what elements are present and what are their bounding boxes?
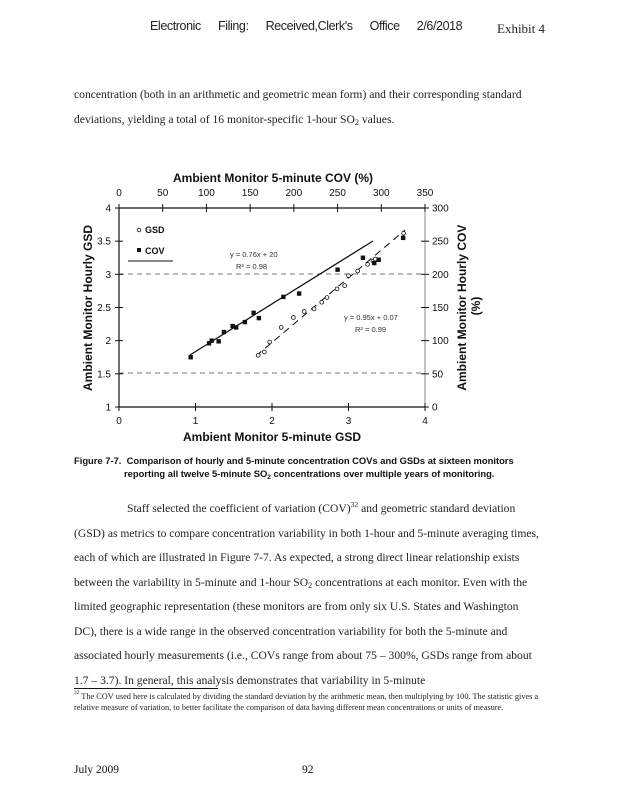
y2-axis-label: Ambient Monitor Hourly COV (%) xyxy=(455,224,483,391)
x-tick-label: 3 xyxy=(345,416,352,427)
chart-top-axis-title: Ambient Monitor 5-minute COV (%) xyxy=(173,171,373,185)
subscript: 2 xyxy=(267,473,271,481)
scatter-chart xyxy=(60,160,500,450)
cov-point xyxy=(335,267,339,271)
cov-point xyxy=(243,320,247,324)
legend-gsd-marker-icon xyxy=(137,228,141,232)
cov-point xyxy=(216,339,220,343)
footnote-marker: 32 xyxy=(74,690,80,696)
footnote-text: The COV used here is calculated by dividing the standard deviation by the arithmetic mean, then multiplying by 100. The statistic gives a relative measure of variation, to better facilitate the comparison of data having different mean concentrations or units of measure. xyxy=(74,692,539,713)
legend-cov-label: COV xyxy=(145,246,165,256)
y2-tick-label: 300 xyxy=(432,203,449,215)
body-paragraph xyxy=(74,497,544,693)
page-number: 92 xyxy=(302,764,314,776)
intro-line-1: concentration (both in an arithmetic and geometric mean form) and their corresponding standard xyxy=(74,88,522,101)
gsd-point xyxy=(325,296,329,300)
y2-tick-label: 50 xyxy=(432,369,444,381)
body-text: Staff selected the coefficient of variation (COV) xyxy=(127,502,351,515)
body-text: and geometric standard deviation (GSD) as metrics to compare concentration variability in both 1-hour and 5-minute averaging times, each of which are illustrated in Figure 7-7. As expected, a strong direct linear relationship exists between the variability in 5-minute and 1-hour SO xyxy=(74,502,539,589)
body-text: concentrations at each monitor. Even with the limited geographic representation (these monitors are from only six U.S. States and Washington DC), there is a wide range in the observed concentration variability for both the 5-minute and associated hourly measurements (i.e., COVs range from about 75 – 300%, GSDs range from about 1.7 – 3.7). In general, this analysis demonstrates that variability in 5-minute xyxy=(74,575,532,687)
gsd-point xyxy=(256,353,260,357)
y-tick-label: 1.5 xyxy=(97,369,111,381)
caption-text: Comparison of hourly and 5-minute concentration COVs and GSDs at sixteen monitors reporting all twelve 5-minute SO xyxy=(124,455,514,479)
cov-equation: y = 0.76x + 20 xyxy=(230,250,278,259)
top-tick-label: 150 xyxy=(241,188,259,199)
x-tick-label: 4 xyxy=(422,416,428,427)
subscript: 2 xyxy=(308,580,313,590)
cov-point xyxy=(376,258,380,262)
top-tick-label: 50 xyxy=(157,188,169,199)
gsd-point xyxy=(279,326,283,330)
gsd-trendline xyxy=(256,230,405,356)
top-axis-ticks xyxy=(116,188,434,199)
cov-point xyxy=(234,325,238,329)
footnote-reference[interactable]: 32 xyxy=(350,500,359,509)
y-axis-label: Ambient Monitor Hourly GSD xyxy=(81,225,95,391)
cov-point xyxy=(209,338,213,342)
top-tick-label: 250 xyxy=(329,188,346,199)
y2-tick-label: 100 xyxy=(432,336,449,348)
footnote xyxy=(74,691,544,713)
gsd-equation: y = 0.95x + 0.07 xyxy=(344,313,398,322)
stamp-part: Electronic xyxy=(150,19,201,33)
intro-paragraph xyxy=(74,83,544,132)
cov-point xyxy=(251,311,255,315)
chart-legend xyxy=(128,225,173,261)
stamp-part: Received,Clerk's xyxy=(265,19,353,33)
top-tick-label: 100 xyxy=(198,188,215,199)
gsd-point xyxy=(366,262,370,266)
cov-point xyxy=(281,295,285,299)
gsd-point xyxy=(402,231,406,235)
gsd-point xyxy=(268,340,272,344)
y-tick-label: 1 xyxy=(105,402,111,414)
x-tick-label: 2 xyxy=(269,416,275,427)
legend-cov-marker-icon xyxy=(137,248,141,252)
top-tick-label: 350 xyxy=(416,188,434,199)
gsd-point xyxy=(343,284,347,288)
cov-point xyxy=(257,316,261,320)
stamp-part: 2/6/2018 xyxy=(416,19,463,33)
x-tick-label: 0 xyxy=(116,416,122,427)
figure-caption xyxy=(74,455,514,480)
y-tick-label: 2 xyxy=(105,336,111,348)
cov-point xyxy=(361,256,365,260)
cov-r2: R² = 0.98 xyxy=(236,262,268,271)
y-tick-label: 4 xyxy=(105,203,111,215)
y2-tick-label: 0 xyxy=(432,402,438,414)
gsd-point xyxy=(335,287,339,291)
caption-text-end: concentrations over multiple years of monitoring. xyxy=(270,467,495,479)
y2-tick-label: 200 xyxy=(432,269,449,281)
legend-gsd-label: GSD xyxy=(145,225,165,235)
y-tick-label: 3 xyxy=(105,269,111,281)
caption-label: Figure 7-7. xyxy=(74,455,122,466)
intro-line-2: deviations, yielding a total of 16 monitor-specific 1-hour SO xyxy=(74,112,355,126)
stamp-part: Filing: xyxy=(217,19,249,33)
x-axis-label: Ambient Monitor 5-minute GSD xyxy=(183,430,361,444)
y-tick-label: 3.5 xyxy=(97,236,111,248)
gsd-point xyxy=(262,350,266,354)
data-points xyxy=(188,231,405,359)
exhibit-label: Exhibit 4 xyxy=(497,21,546,36)
footnote-divider xyxy=(74,688,218,689)
cov-point xyxy=(401,236,405,240)
gsd-point xyxy=(292,316,296,320)
gsd-r2: R² = 0.99 xyxy=(355,325,387,334)
y2-tick-label: 150 xyxy=(432,303,449,314)
footer-date: July 2009 xyxy=(74,764,120,776)
subscript: 2 xyxy=(354,117,359,127)
intro-line-2-end: values. xyxy=(358,112,395,126)
gsd-point xyxy=(302,310,306,314)
top-tick-label: 300 xyxy=(372,188,390,199)
y-tick-label: 2.5 xyxy=(97,303,111,314)
gsd-point xyxy=(320,300,324,304)
stamp-part: Office xyxy=(369,19,400,33)
gsd-point xyxy=(312,307,316,311)
top-tick-label: 0 xyxy=(116,188,122,199)
top-tick-label: 200 xyxy=(285,188,303,199)
cov-point xyxy=(297,291,301,295)
cov-point xyxy=(222,330,226,334)
cov-point xyxy=(188,355,192,359)
cov-point xyxy=(372,261,376,265)
y2-tick-label: 250 xyxy=(432,236,449,248)
gsd-point xyxy=(356,269,360,273)
x-tick-label: 1 xyxy=(192,416,199,427)
gsd-point xyxy=(347,274,351,278)
filing-stamp xyxy=(150,19,476,33)
